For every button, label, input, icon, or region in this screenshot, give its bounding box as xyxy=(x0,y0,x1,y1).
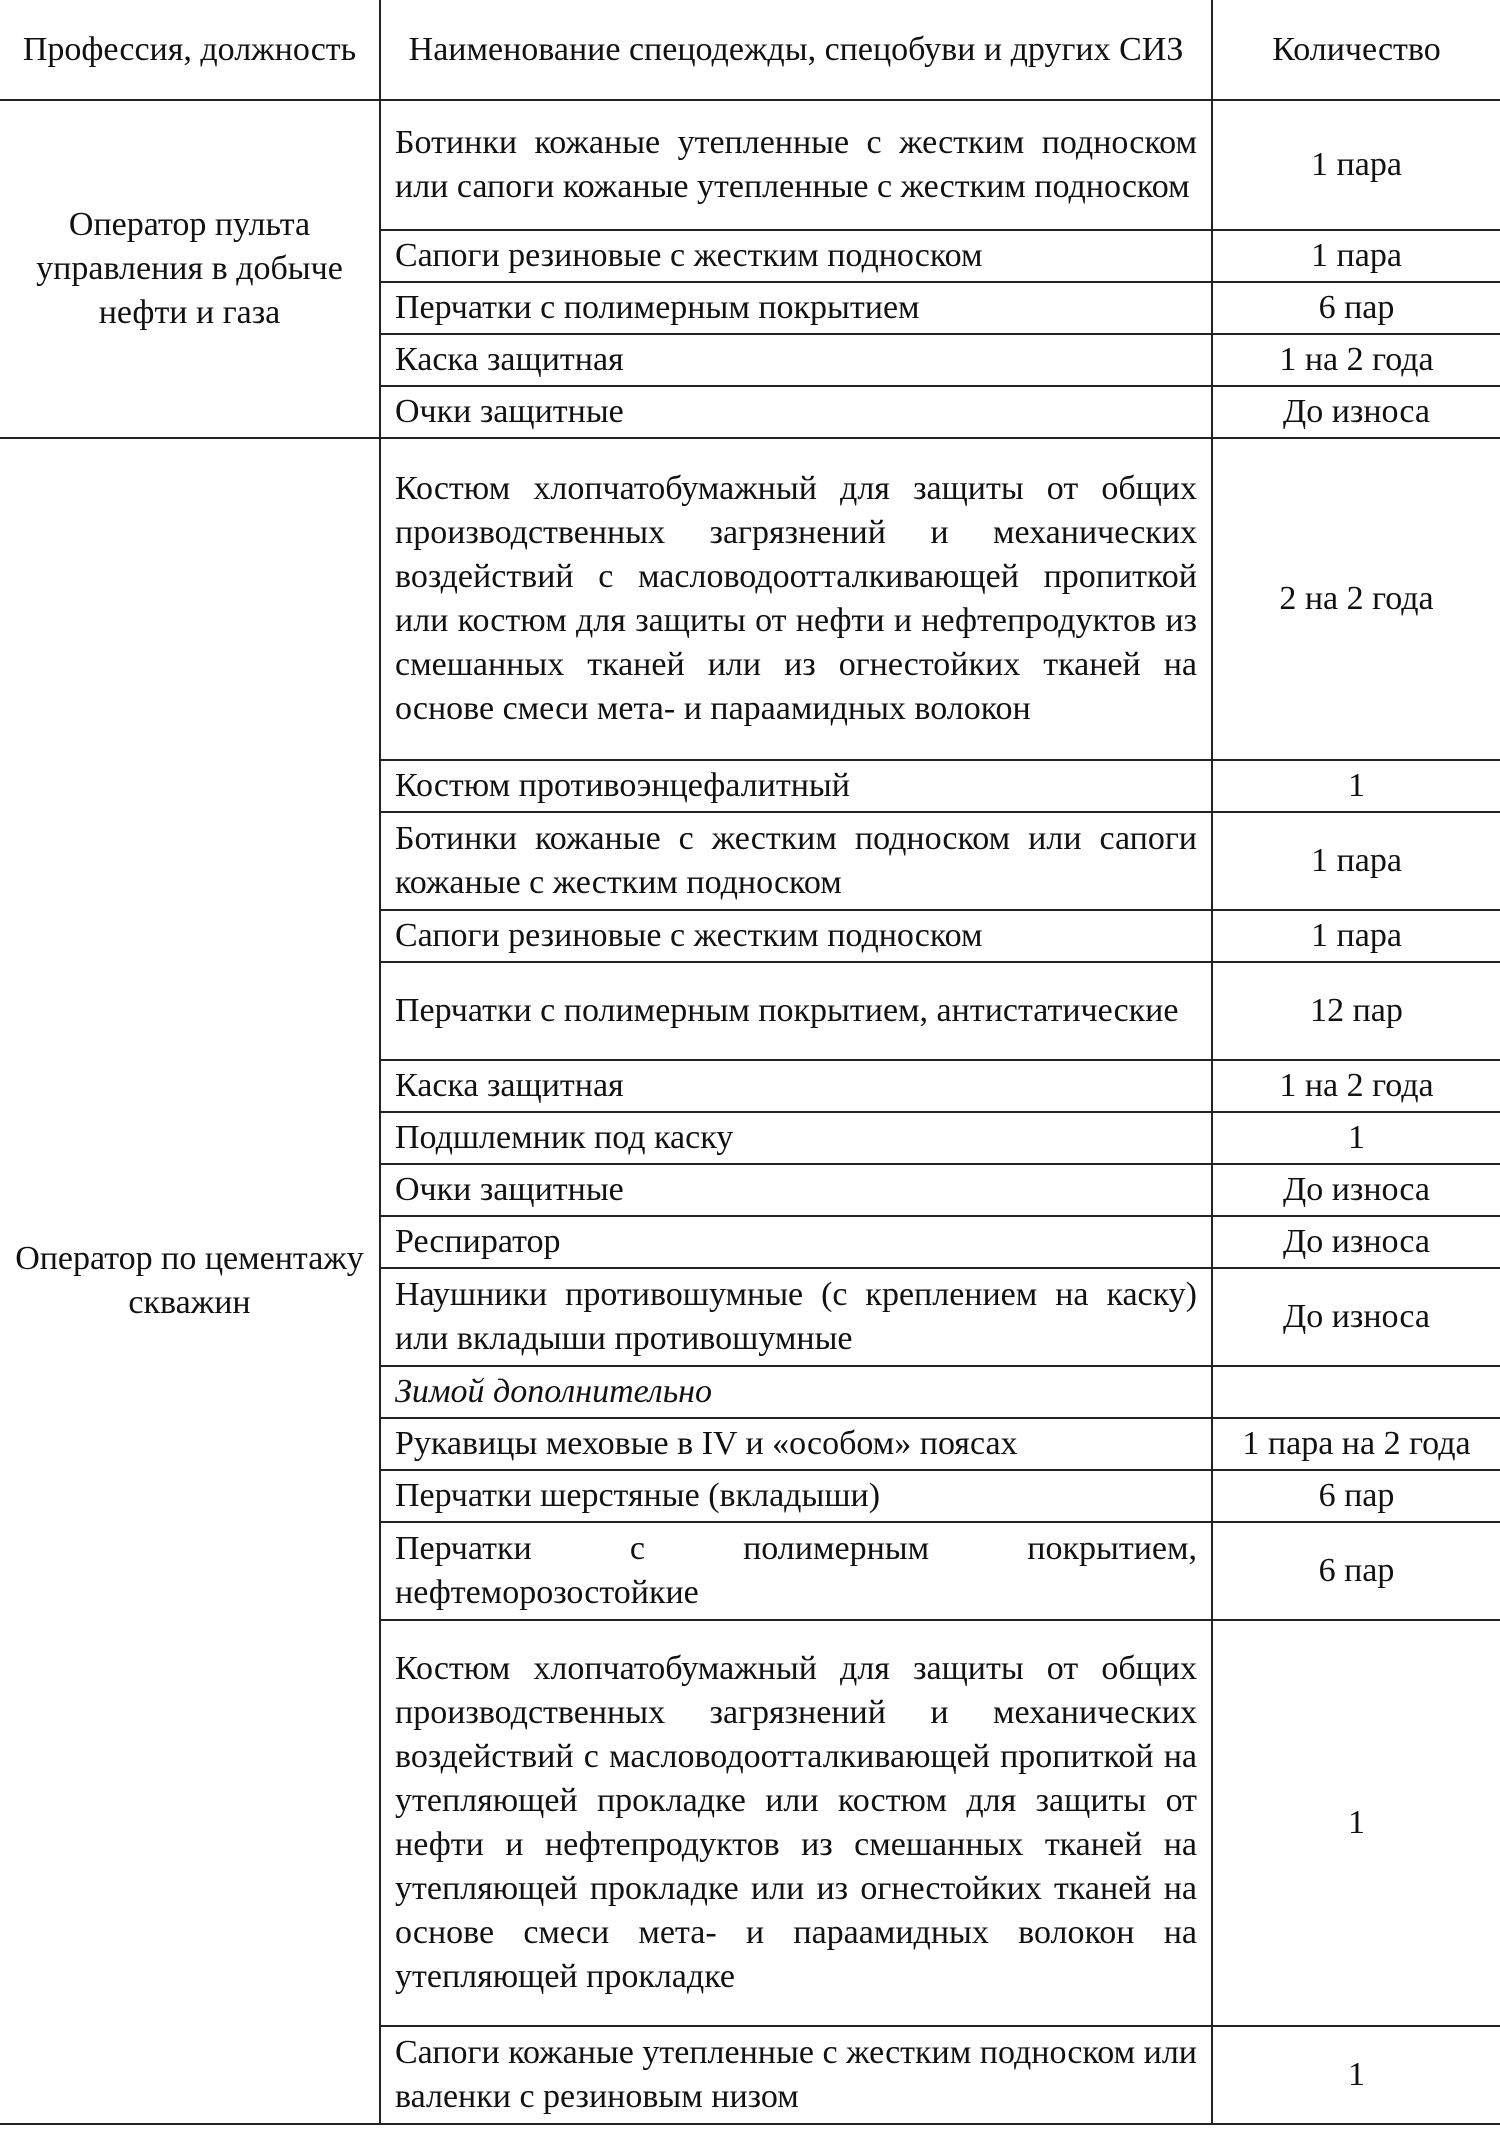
profession-cell: Оператор по цементажу скважин xyxy=(0,438,380,2124)
quantity-cell: 6 пар xyxy=(1212,1522,1500,1620)
quantity-cell: До износа xyxy=(1212,1216,1500,1268)
quantity-cell: 1 xyxy=(1212,2026,1500,2124)
quantity-cell: 1 пара xyxy=(1212,812,1500,910)
item-cell: Ботинки кожаные утепленные с жестким подноском или сапоги кожаные утепленные с жестким подноском xyxy=(380,100,1212,230)
item-cell: Сапоги кожаные утепленные с жестким подноском или валенки с резиновым низом xyxy=(380,2026,1212,2124)
header-profession: Профессия, должность xyxy=(0,0,380,100)
item-cell: Сапоги резиновые с жестким подноском xyxy=(380,910,1212,962)
quantity-cell: 1 xyxy=(1212,760,1500,812)
item-cell: Костюм противоэнцефалитный xyxy=(380,760,1212,812)
quantity-cell: До износа xyxy=(1212,1268,1500,1366)
item-cell: Перчатки с полимерным покрытием, антистатические xyxy=(380,962,1212,1060)
header-quantity: Количество xyxy=(1212,0,1500,100)
item-cell: Рукавицы меховые в IV и «особом» поясах xyxy=(380,1418,1212,1470)
quantity-cell: 2 на 2 года xyxy=(1212,438,1500,760)
item-cell: Очки защитные xyxy=(380,1164,1212,1216)
quantity-cell xyxy=(1212,1366,1500,1418)
quantity-cell: 6 пар xyxy=(1212,1470,1500,1522)
quantity-cell: До износа xyxy=(1212,386,1500,438)
quantity-cell: 1 пара xyxy=(1212,100,1500,230)
quantity-cell: 1 пара на 2 года xyxy=(1212,1418,1500,1470)
quantity-cell: 6 пар xyxy=(1212,282,1500,334)
item-cell: Каска защитная xyxy=(380,334,1212,386)
item-cell: Подшлемник под каску xyxy=(380,1112,1212,1164)
item-cell: Костюм хлопчатобумажный для защиты от общих производственных загрязнений и механических воздействий с масловодоотталкивающей пропиткой на утепляющей прокладке или костюм для защиты от нефти и нефтепродуктов из смешанных тканей на утепляющей прокладке или из огнестойких тканей на основе смеси мета- и параамидных волокон на утепляющей прокладке xyxy=(380,1620,1212,2026)
profession-cell: Оператор пульта управления в добыче нефти и газа xyxy=(0,100,380,438)
quantity-cell: 1 на 2 года xyxy=(1212,334,1500,386)
item-cell: Очки защитные xyxy=(380,386,1212,438)
table-row xyxy=(0,100,1500,230)
table-row xyxy=(0,438,1500,760)
quantity-cell: 1 на 2 года xyxy=(1212,1060,1500,1112)
quantity-cell: 1 xyxy=(1212,1620,1500,2026)
item-cell: Сапоги резиновые с жестким подноском xyxy=(380,230,1212,282)
item-cell: Ботинки кожаные с жестким подноском или сапоги кожаные с жестким подноском xyxy=(380,812,1212,910)
item-cell: Костюм хлопчатобумажный для защиты от общих производственных загрязнений и механических воздействий с масловодоотталкивающей пропиткой или костюм для защиты от нефти и нефтепродуктов из смешанных тканей или из огнестойких тканей на основе смеси мета- и параамидных волокон xyxy=(380,438,1212,760)
section-subheading: Зимой дополнительно xyxy=(380,1366,1212,1418)
item-cell: Перчатки с полимерным покрытием xyxy=(380,282,1212,334)
quantity-cell: До износа xyxy=(1212,1164,1500,1216)
item-cell: Каска защитная xyxy=(380,1060,1212,1112)
table-header-row xyxy=(0,0,1500,100)
header-item: Наименование спецодежды, спецобуви и других СИЗ xyxy=(380,0,1212,100)
quantity-cell: 1 пара xyxy=(1212,910,1500,962)
quantity-cell: 1 xyxy=(1212,1112,1500,1164)
item-cell: Перчатки с полимерным покрытием, нефтеморозостойкие xyxy=(380,1522,1212,1620)
item-cell: Респиратор xyxy=(380,1216,1212,1268)
item-cell: Наушники противошумные (с креплением на каску) или вкладыши противошумные xyxy=(380,1268,1212,1366)
quantity-cell: 1 пара xyxy=(1212,230,1500,282)
item-cell: Перчатки шерстяные (вкладыши) xyxy=(380,1470,1212,1522)
quantity-cell: 12 пар xyxy=(1212,962,1500,1060)
